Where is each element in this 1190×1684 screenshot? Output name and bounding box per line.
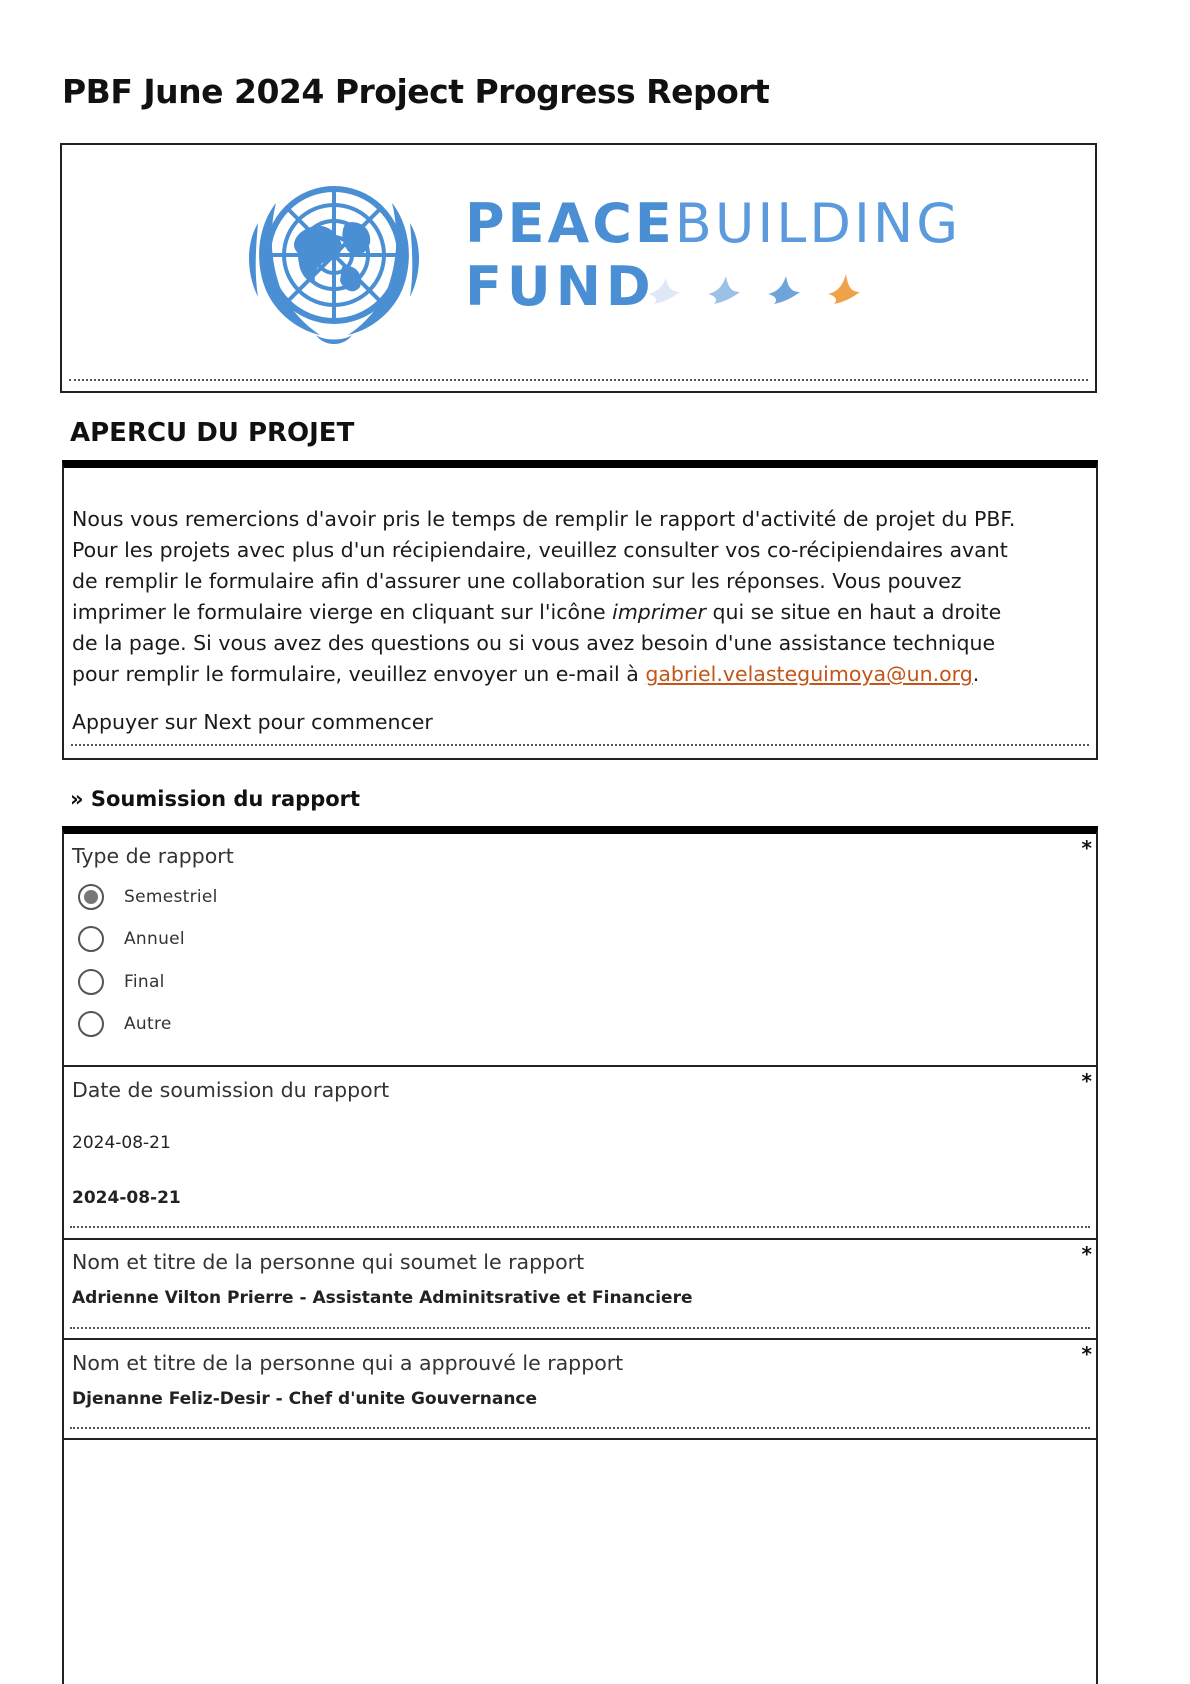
required-marker: *	[1081, 1242, 1092, 1266]
submission-date-label: Date de soumission du rapport	[72, 1078, 390, 1102]
radio-button[interactable]	[78, 926, 104, 952]
logo-banner	[60, 143, 1097, 393]
overview-intro-text	[72, 504, 1032, 690]
overview-heading: APERCU DU PROJET	[70, 418, 355, 448]
intro-text-part1: Nous vous remercions d'avoir pris le temps de remplir le rapport d'activité de projet du PBF. Pour les projets avec plus d'un récipiendaire, veuillez consulter vos co-récipiendaires avant de remplir le formulaire afin d'assurer une collaboration sur les réponses. Vous pouvez imprimer le formulaire vierge en cliquant sur l'icône	[72, 507, 1016, 624]
approver-label: Nom et titre de la personne qui a approuvé le rapport	[72, 1351, 624, 1375]
print-word: imprimer	[612, 600, 706, 624]
dotted-divider	[70, 1327, 1090, 1329]
required-marker: *	[1081, 1069, 1092, 1093]
submission-date-answer: 2024-08-21	[72, 1188, 181, 1208]
radio-label: Final	[124, 972, 165, 992]
radio-option-final[interactable]	[78, 969, 165, 995]
section-divider	[62, 1438, 1098, 1440]
doves-icon	[642, 264, 882, 312]
submitter-question	[62, 1240, 1098, 1336]
report-type-label: Type de rapport	[72, 844, 234, 868]
logo-word-fund: FUND	[465, 255, 656, 318]
radio-option-autre[interactable]	[78, 1011, 172, 1037]
required-marker: *	[1081, 836, 1092, 860]
logo-word-peace: PEACE	[465, 192, 675, 255]
intro-text-period: .	[972, 662, 980, 686]
page-title: PBF June 2024 Project Progress Report	[62, 72, 770, 111]
radio-option-annuel[interactable]	[78, 926, 185, 952]
radio-button[interactable]	[78, 1011, 104, 1037]
submitter-label: Nom et titre de la personne qui soumet le rapport	[72, 1250, 585, 1274]
contact-email-link[interactable]: gabriel.velasteguimoya@un.org	[645, 662, 973, 686]
report-type-question	[62, 834, 1098, 1066]
submission-date-value: 2024-08-21	[72, 1133, 171, 1153]
dotted-divider	[70, 1226, 1090, 1228]
intro-text-part2: qui se situe en haut a droite de la page. Si vous avez des questions ou si vous avez besoin d'une assistance technique pour remplir le formulaire, veuillez envoyer un e-mail à	[72, 600, 1002, 686]
radio-label: Autre	[124, 1014, 172, 1034]
submission-date-question	[62, 1067, 1098, 1237]
required-marker: *	[1081, 1342, 1092, 1366]
radio-button[interactable]	[78, 969, 104, 995]
radio-label: Semestriel	[124, 887, 218, 907]
dotted-divider	[71, 744, 1089, 746]
radio-button-checked[interactable]	[78, 884, 104, 910]
submitter-value: Adrienne Vilton Prierre - Assistante Adminitsrative et Financiere	[72, 1288, 693, 1308]
radio-label: Annuel	[124, 929, 185, 949]
radio-option-semestriel[interactable]	[78, 884, 218, 910]
approver-question	[62, 1340, 1098, 1436]
dotted-divider	[70, 1427, 1090, 1429]
dotted-divider	[69, 379, 1088, 381]
start-instruction: Appuyer sur Next pour commencer	[72, 710, 433, 734]
logo-word-building: BUILDING	[674, 192, 962, 255]
approver-value: Djenanne Feliz-Desir - Chef d'unite Gouvernance	[72, 1389, 538, 1409]
un-emblem-icon	[220, 163, 448, 355]
overview-panel	[62, 460, 1098, 760]
submission-heading: » Soumission du rapport	[70, 787, 361, 811]
